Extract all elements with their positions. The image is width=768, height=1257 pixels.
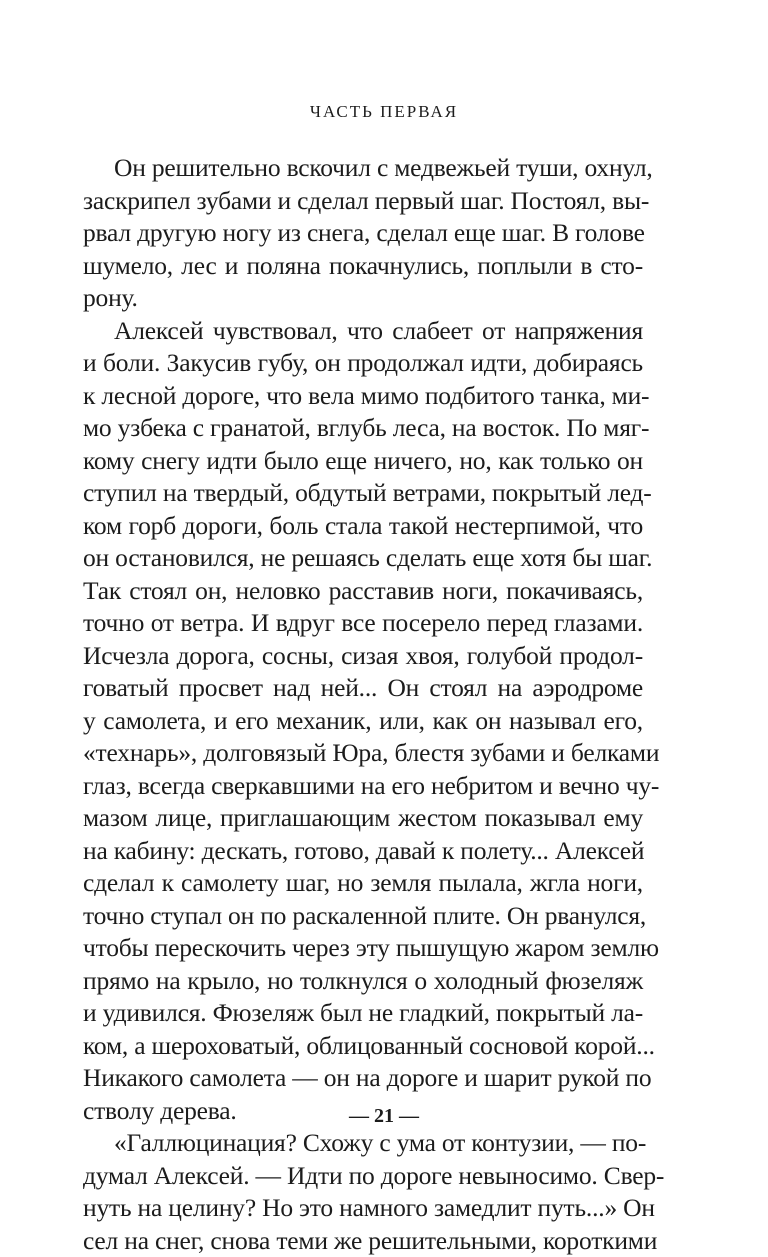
- text-line: ком горб дороги, боль стала такой нестерпимой, что: [83, 510, 643, 543]
- text-line: к лесной дороге, что вела мимо подбитого танка, ми-: [83, 380, 643, 413]
- text-line: Он решительно вскочил с медвежьей туши, охнул,: [83, 152, 643, 185]
- page-number: — 21 —: [0, 1102, 768, 1130]
- text-line: он остановился, не решаясь сделать еще хотя бы шаг.: [83, 542, 643, 575]
- text-line: кому снегу идти было еще ничего, но, как только он: [83, 445, 643, 478]
- text-line: глаз, всегда сверкавшими на его небритом и вечно чу-: [83, 770, 643, 803]
- text-line: думал Алексей. — Идти по дороге невыносимо. Свер-: [83, 1160, 643, 1193]
- text-line: говатый просвет над ней... Он стоял на аэродроме: [83, 672, 643, 705]
- text-line: прямо на крыло, но толкнулся о холодный фюзеляж: [83, 965, 643, 998]
- text-line: сделал к самолету шаг, но земля пылала, жгла ноги,: [83, 867, 643, 900]
- text-line: рону.: [83, 282, 643, 315]
- text-line: мазом лице, приглашающим жестом показывал ему: [83, 802, 643, 835]
- text-line: заскрипел зубами и сделал первый шаг. Постоял, вы-: [83, 185, 643, 218]
- text-line: точно ступал он по раскаленной плите. Он рванулся,: [83, 900, 643, 933]
- text-line: нуть на целину? Но это намного замедлит путь...» Он: [83, 1192, 643, 1225]
- text-line: чтобы перескочить через эту пышущую жаром землю: [83, 932, 643, 965]
- text-line: «Галлюцинация? Схожу с ума от контузии, — по-: [83, 1127, 643, 1160]
- text-line: стволу дерева.: [83, 1095, 643, 1128]
- running-head: ЧАСТЬ ПЕРВАЯ: [0, 100, 768, 124]
- text-line: рвал другую ногу из снега, сделал еще шаг. В голове: [83, 217, 643, 250]
- text-line: сел на снег, снова теми же решительными, короткими: [83, 1225, 643, 1257]
- text-line: на кабину: дескать, готово, давай к полету... Алексей: [83, 835, 643, 868]
- text-line: Исчезла дорога, сосны, сизая хвоя, голубой продол-: [83, 640, 643, 673]
- text-line: ступил на твердый, обдутый ветрами, покрытый лед-: [83, 477, 643, 510]
- text-line: шумело, лес и поляна покачнулись, поплыли в сто-: [83, 250, 643, 283]
- text-line: «технарь», долговязый Юра, блестя зубами и белками: [83, 737, 643, 770]
- text-line: и боли. Закусив губу, он продолжал идти, добираясь: [83, 347, 643, 380]
- text-line: у самолета, и его механик, или, как он называл его,: [83, 705, 643, 738]
- text-line: и удивился. Фюзеляж был не гладкий, покрытый ла-: [83, 997, 643, 1030]
- text-line: точно от ветра. И вдруг все посерело перед глазами.: [83, 607, 643, 640]
- text-line: мо узбека с гранатой, вглубь леса, на восток. По мяг-: [83, 412, 643, 445]
- body-text: [83, 152, 643, 1257]
- text-line: ком, а шероховатый, облицованный сосновой корой...: [83, 1030, 643, 1063]
- text-line: Алексей чувствовал, что слабеет от напряжения: [83, 315, 643, 348]
- text-line: Никакого самолета — он на дороге и шарит рукой по: [83, 1062, 643, 1095]
- text-line: Так стоял он, неловко расставив ноги, покачиваясь,: [83, 575, 643, 608]
